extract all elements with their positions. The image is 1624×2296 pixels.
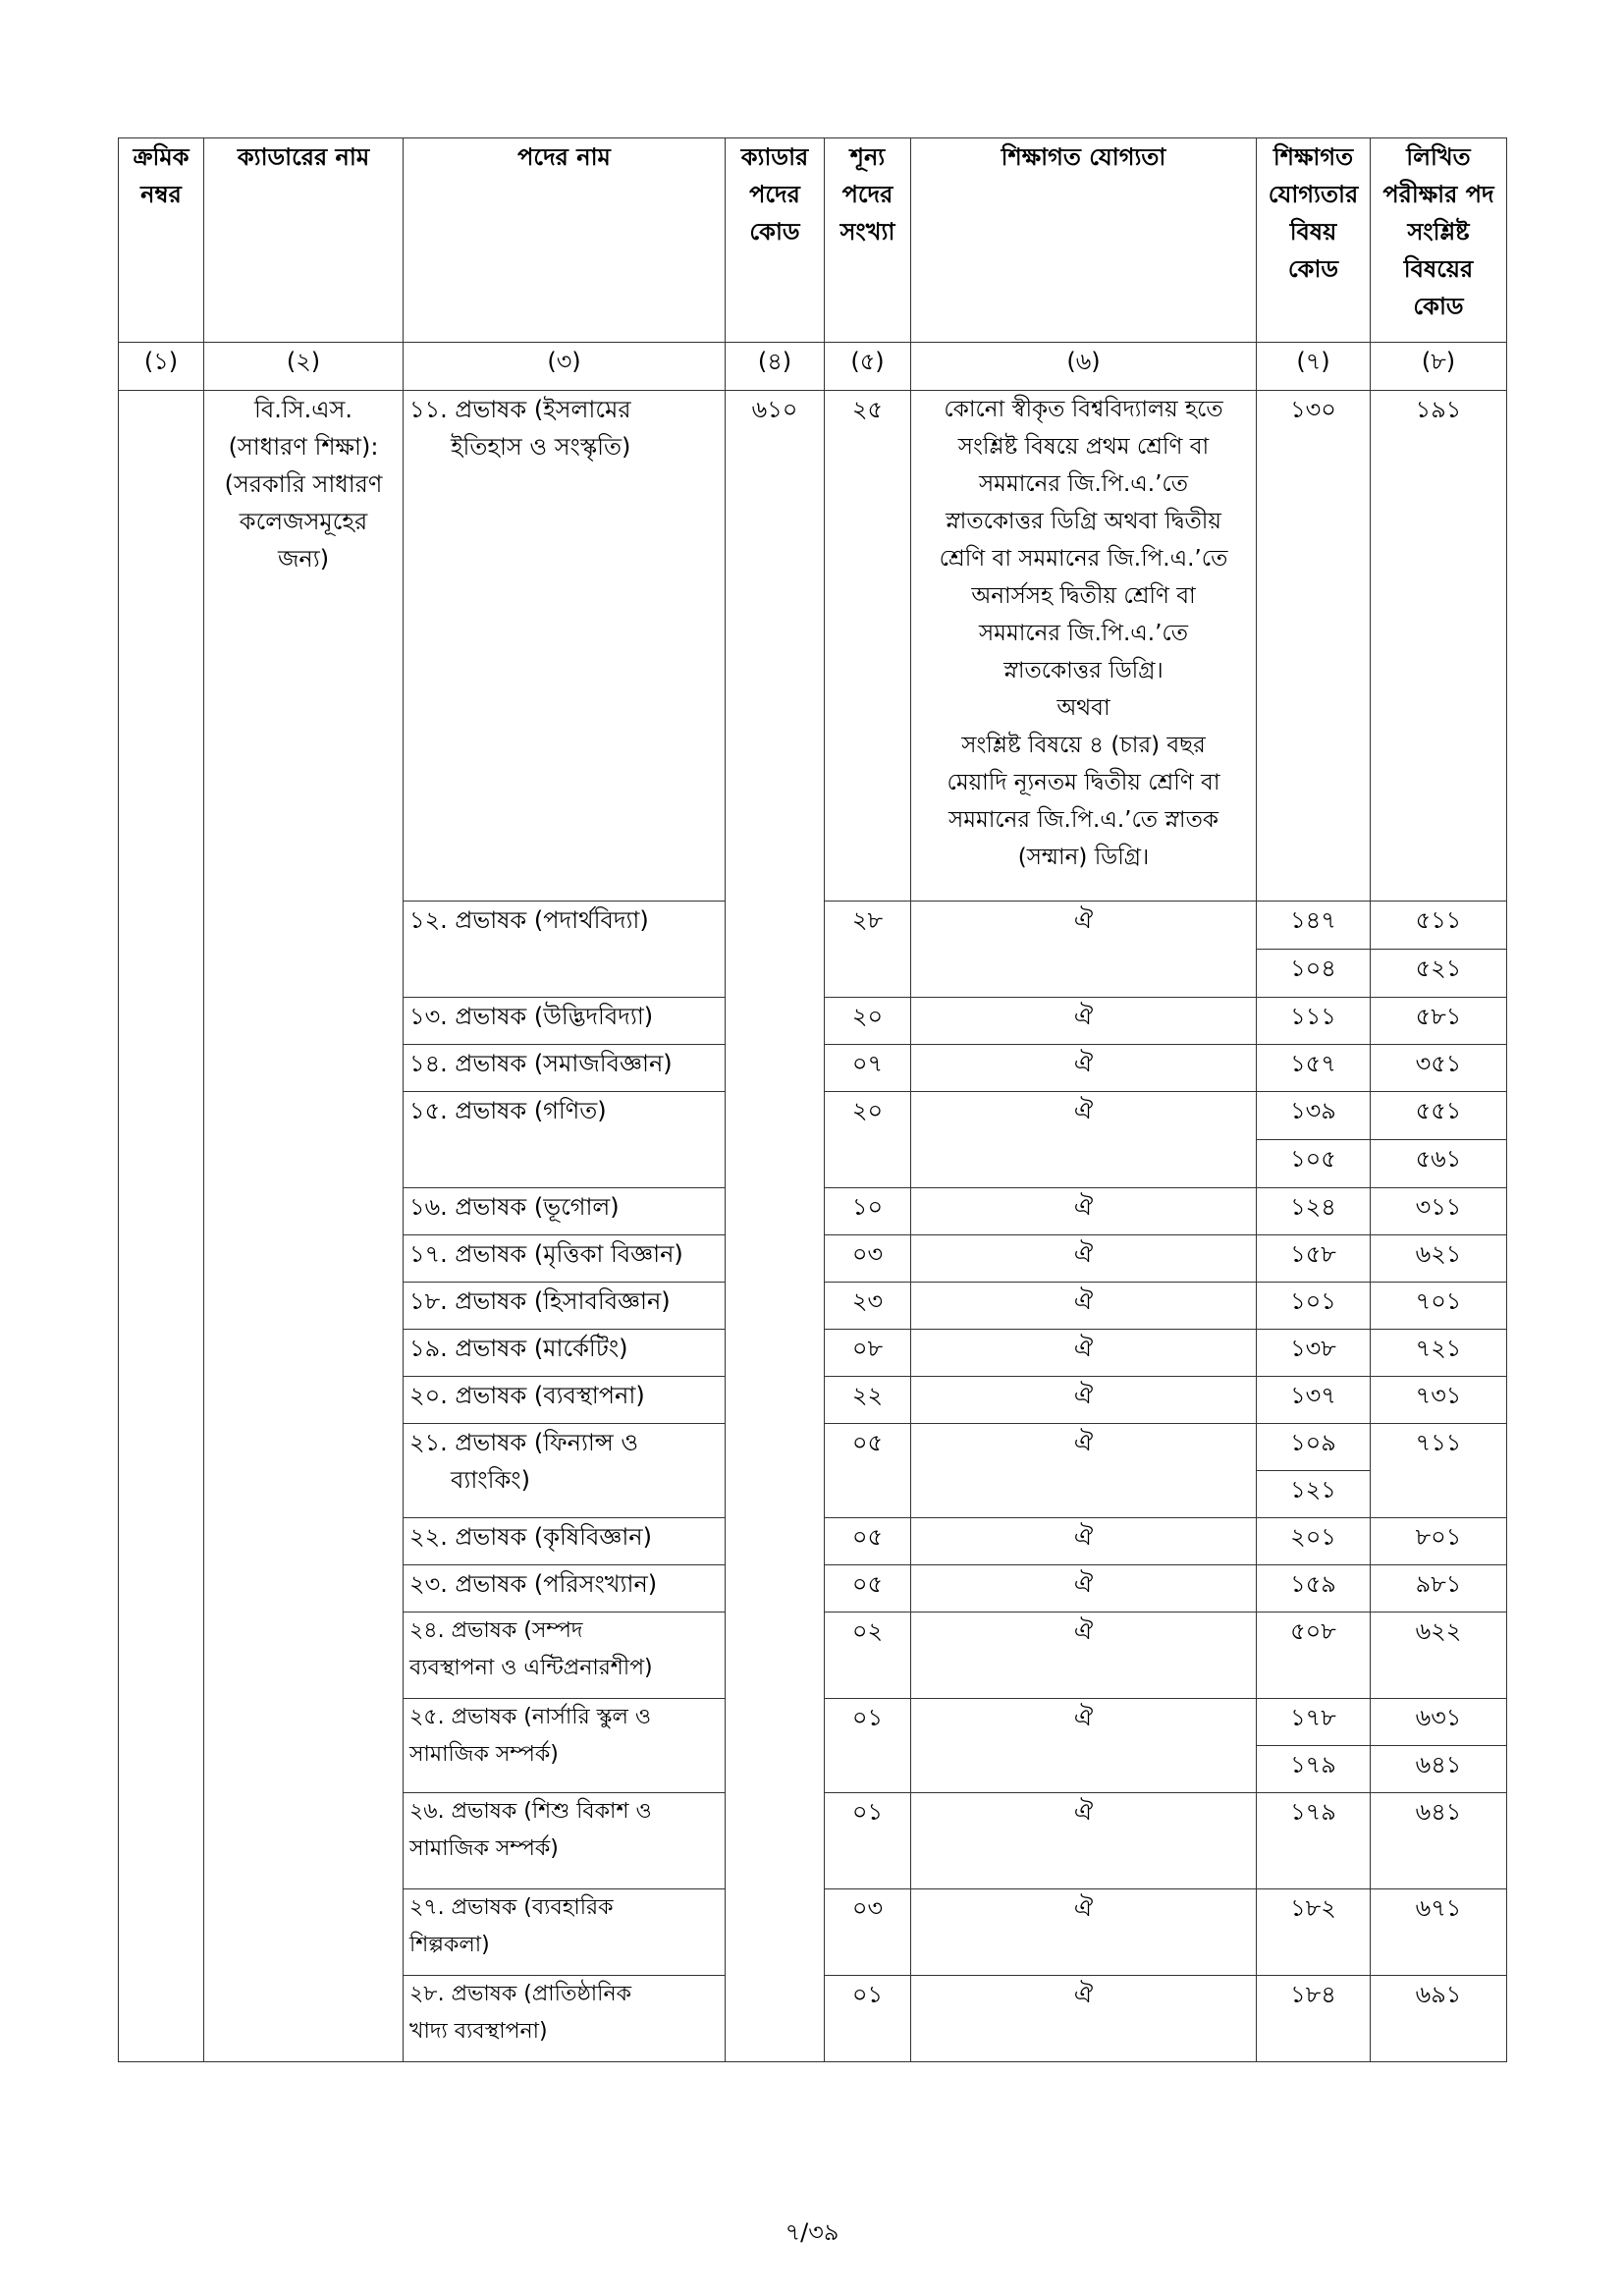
qualification-code-cell: ১০৫: [1257, 1140, 1371, 1188]
qualification-line: কোনো স্বীকৃত বিশ্ববিদ্যালয় হতে: [944, 397, 1223, 422]
qualification-line: (সম্মান) ডিগ্রি।: [1017, 845, 1150, 870]
column-number: (৪): [726, 343, 825, 391]
qualification-cell: ঐ: [911, 1518, 1257, 1565]
cadre-posts-table: [118, 137, 1507, 2062]
written-code-cell: ৫৮১: [1371, 998, 1507, 1045]
vacancy-cell: ০৫: [825, 1518, 911, 1565]
qualification-code-cell: ২০১: [1257, 1518, 1371, 1565]
qualification-code-cell: ১০১: [1257, 1283, 1371, 1330]
serial-cell: [119, 391, 204, 2062]
qualification-cell: ঐ: [911, 1976, 1257, 2062]
header-post-name: পদের নাম: [404, 138, 726, 343]
written-code-cell: ৩১১: [1371, 1188, 1507, 1235]
post-name-cell: ১২. প্রভাষক (পদার্থবিদ্যা): [404, 902, 726, 998]
post-line: ২৪. প্রভাষক (সম্পদ: [409, 1618, 583, 1643]
cadre-code-cell: ৬১০: [726, 391, 825, 2062]
qualification-line: স্নাতকোত্তর ডিগ্রি অথবা দ্বিতীয়: [946, 509, 1221, 534]
vacancy-cell: ২৩: [825, 1283, 911, 1330]
qualification-code-cell: ১৩৯: [1257, 1092, 1371, 1140]
post-name-cell: [404, 1793, 726, 1889]
qualification-code-cell: ৫০৮: [1257, 1613, 1371, 1699]
written-code-cell: ৫৬১: [1371, 1140, 1507, 1188]
qualification-cell: ঐ: [911, 1045, 1257, 1092]
header-row: [119, 138, 1507, 343]
post-name-cell: [404, 1424, 726, 1518]
written-code-cell: ৬২২: [1371, 1613, 1507, 1699]
post-name-cell: ১৪. প্রভাষক (সমাজবিজ্ঞান): [404, 1045, 726, 1092]
qualification-cell: ঐ: [911, 1699, 1257, 1793]
post-name-cell: ২৩. প্রভাষক (পরিসংখ্যান): [404, 1565, 726, 1613]
qualification-line: সংশ্লিষ্ট বিষয়ে ৪ (চার) বছর: [961, 733, 1206, 758]
column-number: (৩): [404, 343, 726, 391]
column-number: (২): [204, 343, 404, 391]
post-line: সামাজিক সম্পর্ক): [409, 1836, 559, 1861]
post-name-cell: ১৯. প্রভাষক (মার্কেটিং): [404, 1330, 726, 1377]
qualification-line: সংশ্লিষ্ট বিষয়ে প্রথম শ্রেণি বা: [957, 434, 1210, 460]
column-number: (৭): [1257, 343, 1371, 391]
vacancy-cell: ০১: [825, 1793, 911, 1889]
header-cadre-code: ক্যাডার পদের কোড: [726, 138, 825, 343]
qualification-code-cell: ১৫৭: [1257, 1045, 1371, 1092]
post-line: খাদ্য ব্যবস্থাপনা): [409, 2019, 548, 2044]
qualification-code-cell: ১৫৮: [1257, 1235, 1371, 1283]
post-name-cell: [404, 1976, 726, 2062]
post-name-cell: ১৩. প্রভাষক (উদ্ভিদবিদ্যা): [404, 998, 726, 1045]
qualification-line: অনার্সসহ দ্বিতীয় শ্রেণি বা: [971, 583, 1196, 609]
qualification-cell: ঐ: [911, 1565, 1257, 1613]
vacancy-cell: ০১: [825, 1699, 911, 1793]
vacancy-cell: ০৩: [825, 1235, 911, 1283]
qualification-code-cell: ১৩৭: [1257, 1377, 1371, 1424]
qualification-code-cell: ১০৯: [1257, 1424, 1371, 1471]
vacancy-cell: ০৩: [825, 1889, 911, 1976]
post-line: ২৬. প্রভাষক (শিশু বিকাশ ও: [409, 1799, 652, 1824]
qualification-code-cell: ১১১: [1257, 998, 1371, 1045]
vacancy-cell: ০৫: [825, 1424, 911, 1518]
written-code-cell: ৬৯১: [1371, 1976, 1507, 2062]
written-code-cell: ৯৮১: [1371, 1565, 1507, 1613]
vacancy-cell: ২০: [825, 1092, 911, 1188]
written-code-cell: ৬২১: [1371, 1235, 1507, 1283]
page-number: ৭/৩৯: [785, 2218, 839, 2246]
qualification-code-cell: ১৭৯: [1257, 1793, 1371, 1889]
written-code-cell: ৭০১: [1371, 1283, 1507, 1330]
qualification-cell: ঐ: [911, 1188, 1257, 1235]
written-code-cell: ৫১১: [1371, 902, 1507, 950]
qualification-line: সমমানের জি.পি.এ.’তে স্নাতক: [948, 807, 1218, 833]
post-line: ১১. প্রভাষক (ইসলামের: [409, 396, 631, 423]
qualification-code-cell: ১২১: [1257, 1471, 1371, 1518]
post-name-cell: [404, 1613, 726, 1699]
header-qualification-code: শিক্ষাগত যোগ্যতার বিষয় কোড: [1257, 138, 1371, 343]
cadre-line: বি.সি.এস.: [254, 396, 352, 423]
qualification-cell: ঐ: [911, 902, 1257, 998]
table-row: [119, 391, 1507, 902]
vacancy-cell: ০৮: [825, 1330, 911, 1377]
qualification-line: স্নাতকোত্তর ডিগ্রি।: [1003, 658, 1164, 683]
written-code-cell: ৭২১: [1371, 1330, 1507, 1377]
qualification-code-cell: ১৩৮: [1257, 1330, 1371, 1377]
qualification-line: অথবা: [1056, 695, 1110, 721]
qualification-cell: ঐ: [911, 1283, 1257, 1330]
qualification-code-cell: ১২৪: [1257, 1188, 1371, 1235]
qualification-line: শ্রেণি বা সমমানের জি.পি.এ.’তে: [939, 546, 1228, 572]
cadre-line: (সাধারণ শিক্ষা):: [228, 433, 379, 461]
vacancy-cell: ০১: [825, 1976, 911, 2062]
qualification-line: সমমানের জি.পি.এ.’তে: [978, 471, 1189, 497]
column-number: (৬): [911, 343, 1257, 391]
cadre-line: কলেজসমূহের: [239, 508, 368, 535]
vacancy-cell: ০৭: [825, 1045, 911, 1092]
cadre-name-cell: [204, 391, 404, 2062]
written-code-cell: ৫৫১: [1371, 1092, 1507, 1140]
post-line: ইতিহাস ও সংস্কৃতি): [451, 433, 631, 461]
post-name-cell: [404, 391, 726, 902]
cadre-line: জন্য): [277, 545, 330, 573]
vacancy-cell: ০২: [825, 1613, 911, 1699]
written-code-cell: ৬৩১: [1371, 1699, 1507, 1746]
written-code-cell: ৬৭১: [1371, 1889, 1507, 1976]
post-line: ব্যবস্থাপনা ও এন্টিপ্রনারশীপ): [409, 1656, 653, 1680]
post-line: ২৭. প্রভাষক (ব্যবহারিক: [409, 1895, 614, 1920]
post-name-cell: ১৮. প্রভাষক (হিসাববিজ্ঞান): [404, 1283, 726, 1330]
qualification-code-cell: ১৭৮: [1257, 1699, 1371, 1746]
written-code-cell: ৬৪১: [1371, 1746, 1507, 1793]
qualification-cell: [911, 391, 1257, 902]
qualification-cell: ঐ: [911, 1793, 1257, 1889]
qualification-cell: ঐ: [911, 1377, 1257, 1424]
post-name-cell: ১৭. প্রভাষক (মৃত্তিকা বিজ্ঞান): [404, 1235, 726, 1283]
written-code-cell: ৭৩১: [1371, 1377, 1507, 1424]
written-code-cell: ৮০১: [1371, 1518, 1507, 1565]
qualification-code-cell: ১৭৯: [1257, 1746, 1371, 1793]
post-name-cell: [404, 1889, 726, 1976]
vacancy-cell: ১০: [825, 1188, 911, 1235]
written-code-cell: ৫২১: [1371, 950, 1507, 998]
qualification-code-cell: ১৪৭: [1257, 902, 1371, 950]
header-cadre-name: ক্যাডারের নাম: [204, 138, 404, 343]
qualification-cell: ঐ: [911, 1889, 1257, 1976]
post-name-cell: ২২. প্রভাষক (কৃষিবিজ্ঞান): [404, 1518, 726, 1565]
header-serial: ক্রমিক নম্বর: [119, 138, 204, 343]
qualification-code-cell: ১০৪: [1257, 950, 1371, 998]
qualification-cell: ঐ: [911, 998, 1257, 1045]
post-line: ২৮. প্রভাষক (প্রাতিষ্ঠানিক: [409, 1982, 631, 2006]
post-name-cell: ২০. প্রভাষক (ব্যবস্থাপনা): [404, 1377, 726, 1424]
vacancy-cell: ২৫: [825, 391, 911, 902]
qualification-cell: ঐ: [911, 1424, 1257, 1518]
vacancy-cell: ০৫: [825, 1565, 911, 1613]
written-code-cell: ৬৪১: [1371, 1793, 1507, 1889]
vacancy-cell: ২০: [825, 998, 911, 1045]
column-number-row: [119, 343, 1507, 391]
qualification-line: মেয়াদি ন্যূনতম দ্বিতীয় শ্রেণি বা: [947, 770, 1220, 795]
written-code-cell: ৭১১: [1371, 1424, 1507, 1518]
header-qualification: শিক্ষাগত যোগ্যতা: [911, 138, 1257, 343]
qualification-code-cell: ১৮২: [1257, 1889, 1371, 1976]
post-line: ২৫. প্রভাষক (নার্সারি স্কুল ও: [409, 1705, 652, 1729]
qualification-cell: ঐ: [911, 1613, 1257, 1699]
post-name-cell: [404, 1699, 726, 1793]
post-line: শিল্পকলা): [409, 1933, 490, 1957]
qualification-line: সমমানের জি.পি.এ.’তে: [978, 621, 1189, 646]
header-vacancy: শূন্য পদের সংখ্যা: [825, 138, 911, 343]
post-line: সামাজিক সম্পর্ক): [409, 1742, 559, 1767]
qualification-code-cell: ১৩০: [1257, 391, 1371, 902]
qualification-code-cell: ১৫৯: [1257, 1565, 1371, 1613]
qualification-cell: ঐ: [911, 1092, 1257, 1188]
header-written-code: লিখিত পরীক্ষার পদ সংশ্লিষ্ট বিষয়ের কোড: [1371, 138, 1507, 343]
qualification-code-cell: ১৮৪: [1257, 1976, 1371, 2062]
qualification-cell: ঐ: [911, 1330, 1257, 1377]
column-number: (১): [119, 343, 204, 391]
post-line: ব্যাংকিং): [451, 1466, 530, 1494]
written-code-cell: ১৯১: [1371, 391, 1507, 902]
post-name-cell: ১৫. প্রভাষক (গণিত): [404, 1092, 726, 1188]
written-code-cell: ৩৫১: [1371, 1045, 1507, 1092]
column-number: (৫): [825, 343, 911, 391]
cadre-line: (সরকারি সাধারণ: [224, 470, 383, 498]
column-number: (৮): [1371, 343, 1507, 391]
vacancy-cell: ২২: [825, 1377, 911, 1424]
qualification-cell: ঐ: [911, 1235, 1257, 1283]
post-line: ২১. প্রভাষক (ফিন্যান্স ও: [409, 1429, 639, 1456]
vacancy-cell: ২৮: [825, 902, 911, 998]
post-name-cell: ১৬. প্রভাষক (ভূগোল): [404, 1188, 726, 1235]
